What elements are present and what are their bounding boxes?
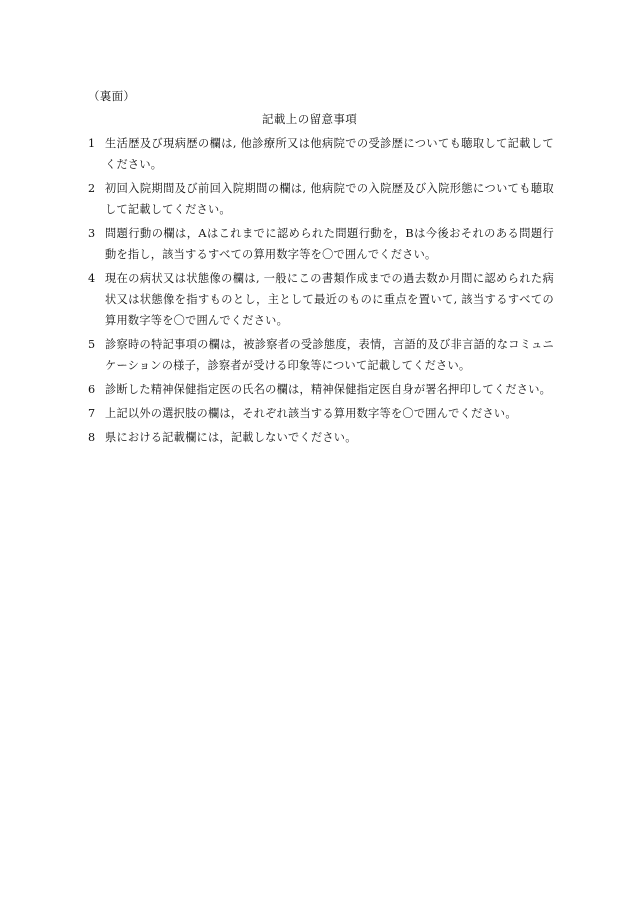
reverse-side-label: （裏面） (88, 89, 136, 103)
note-item (88, 178, 554, 220)
notes-list (88, 133, 554, 451)
note-number: 4 (88, 272, 96, 285)
note-item (88, 403, 554, 424)
note-text: 問題行動の欄は，Aはこれまでに認められた問題行動を，Bは今後おそれのある問題行動を指し，該当するすべての算用数字等を〇で囲んでください。 (105, 227, 554, 261)
note-number: 6 (88, 383, 96, 396)
note-item (88, 268, 554, 331)
note-number: 1 (88, 137, 96, 150)
note-number: 5 (88, 338, 96, 351)
note-number: 3 (88, 227, 96, 240)
note-number: 7 (88, 407, 96, 420)
note-text: 初回入院期間及び前回入院期間の欄は, 他病院での入院歴及び入院形態についても聴取して記載してください。 (105, 182, 554, 216)
note-item (88, 223, 554, 265)
note-item (88, 133, 554, 175)
note-text: 診断した精神保健指定医の氏名の欄は，精神保健指定医自身が署名押印してください。 (105, 383, 552, 396)
note-item (88, 379, 554, 400)
document-title: 記載上の留意事項 (262, 112, 358, 126)
note-text: 県における記載欄には，記載しないでください。 (105, 431, 357, 444)
note-number: 2 (88, 182, 96, 195)
note-text: 生活歴及び現病歴の欄は, 他診療所又は他病院での受診歴についても聴取して記載してください。 (105, 137, 554, 171)
note-item (88, 334, 554, 376)
note-text: 上記以外の選択肢の欄は，それぞれ該当する算用数字等を〇で囲んでください。 (105, 407, 517, 420)
note-number: 8 (88, 431, 96, 444)
note-text: 診察時の特記事項の欄は，被診察者の受診態度，表情，言語的及び非言語的なコミュニケーションの様子，診察者が受ける印象等について記載してください。 (105, 338, 554, 372)
note-item (88, 427, 554, 448)
note-text: 現在の病状又は状態像の欄は, 一般にこの書類作成までの過去数か月間に認められた病状又は状態像を指すものとし，主として最近のものに重点を置いて, 該当するすべての算用数字等を〇で囲んでください。 (105, 272, 554, 327)
